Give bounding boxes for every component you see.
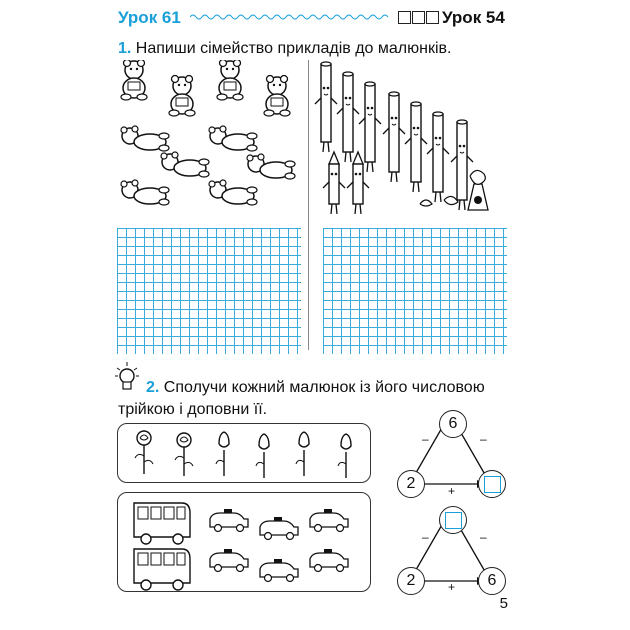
- pencil-icon: [451, 120, 473, 210]
- page-number: 5: [499, 595, 508, 612]
- wavy-divider: [190, 13, 390, 21]
- teddy-bear-icon: [161, 152, 209, 177]
- bears-illustration: [112, 60, 302, 220]
- task1-heading: [118, 40, 451, 58]
- triangle2-left-node: 2: [397, 567, 425, 595]
- taxi-icon: [260, 559, 298, 582]
- teddy-bear-icon: [264, 76, 290, 117]
- taxi-icon: [310, 549, 348, 572]
- teddy-bear-icon: [247, 154, 295, 179]
- lesson-box: [398, 11, 411, 24]
- pencil-icon: [323, 152, 345, 214]
- triangle2-top-node: [439, 506, 467, 534]
- rose-icon: [135, 431, 153, 474]
- teddy-bear-icon: [217, 60, 243, 100]
- task2-text-line2: трійкою і доповни її.: [118, 401, 268, 418]
- bus-icon: [134, 549, 190, 590]
- pencil-icon: [359, 82, 381, 172]
- flowers-panel[interactable]: [117, 423, 371, 483]
- teddy-bear-icon: [121, 126, 169, 151]
- pencil-shavings-icon: [420, 196, 458, 206]
- pencils-illustration: [312, 58, 507, 218]
- pencil-icon: [337, 72, 359, 162]
- flowers-illustration: [118, 424, 370, 482]
- divider: [308, 60, 309, 350]
- teddy-bear-icon: [121, 180, 169, 205]
- triangle2-op-left: –: [422, 530, 429, 544]
- pencil-icon: [315, 62, 337, 152]
- lesson-left-title: Урок 61: [118, 8, 181, 27]
- task1-text: Напиши сімейство прикладів до малюнків.: [135, 40, 452, 57]
- triangle1-top-node: 6: [439, 410, 467, 438]
- vehicles-panel[interactable]: [117, 492, 371, 592]
- taxi-icon: [310, 509, 348, 532]
- triangle2-right-node: 6: [478, 567, 506, 595]
- task2-number: 2.: [146, 379, 160, 396]
- bus-icon: [134, 503, 190, 544]
- sharpener-icon: [468, 170, 488, 210]
- teddy-bear-icon: [209, 126, 257, 151]
- rose-icon: [175, 433, 193, 476]
- pencil-icon: [383, 92, 405, 182]
- answer-box[interactable]: [484, 476, 501, 493]
- teddy-bear-icon: [121, 60, 147, 100]
- taxi-icon: [210, 549, 248, 572]
- task1-number: 1.: [118, 40, 132, 57]
- answer-grid-right[interactable]: [323, 228, 507, 354]
- triangle1-right-node: [478, 470, 506, 498]
- tulip-bud-icon: [256, 434, 269, 478]
- taxi-icon: [260, 517, 298, 540]
- taxi-icon: [210, 509, 248, 532]
- pencil-icon: [427, 112, 449, 202]
- answer-box[interactable]: [445, 512, 462, 529]
- lesson-right-title: Урок 54: [442, 8, 505, 27]
- triangle1-op-bottom: +: [448, 484, 456, 498]
- lesson-box: [412, 11, 425, 24]
- lesson-box: [426, 11, 439, 24]
- vehicles-illustration: [118, 493, 370, 591]
- tulip-bud-icon: [296, 432, 309, 476]
- triangle1-op-right: –: [480, 432, 487, 446]
- triangle2-op-bottom: +: [448, 580, 456, 594]
- tulip-bud-icon: [216, 432, 229, 476]
- lesson-boxes: [398, 11, 440, 29]
- triangle1-left-node: 2: [397, 470, 425, 498]
- pencil-icon: [405, 102, 427, 192]
- lightbulb-icon: [114, 360, 140, 394]
- tulip-bud-icon: [338, 434, 351, 478]
- teddy-bear-icon: [169, 76, 195, 117]
- triangle1-op-left: –: [422, 432, 429, 446]
- triangle2-op-right: –: [480, 530, 487, 544]
- teddy-bear-icon: [209, 180, 257, 205]
- answer-grid-left[interactable]: [117, 228, 301, 354]
- task2-text-line1: Сполучи кожний малюнок із його числовою: [163, 379, 485, 396]
